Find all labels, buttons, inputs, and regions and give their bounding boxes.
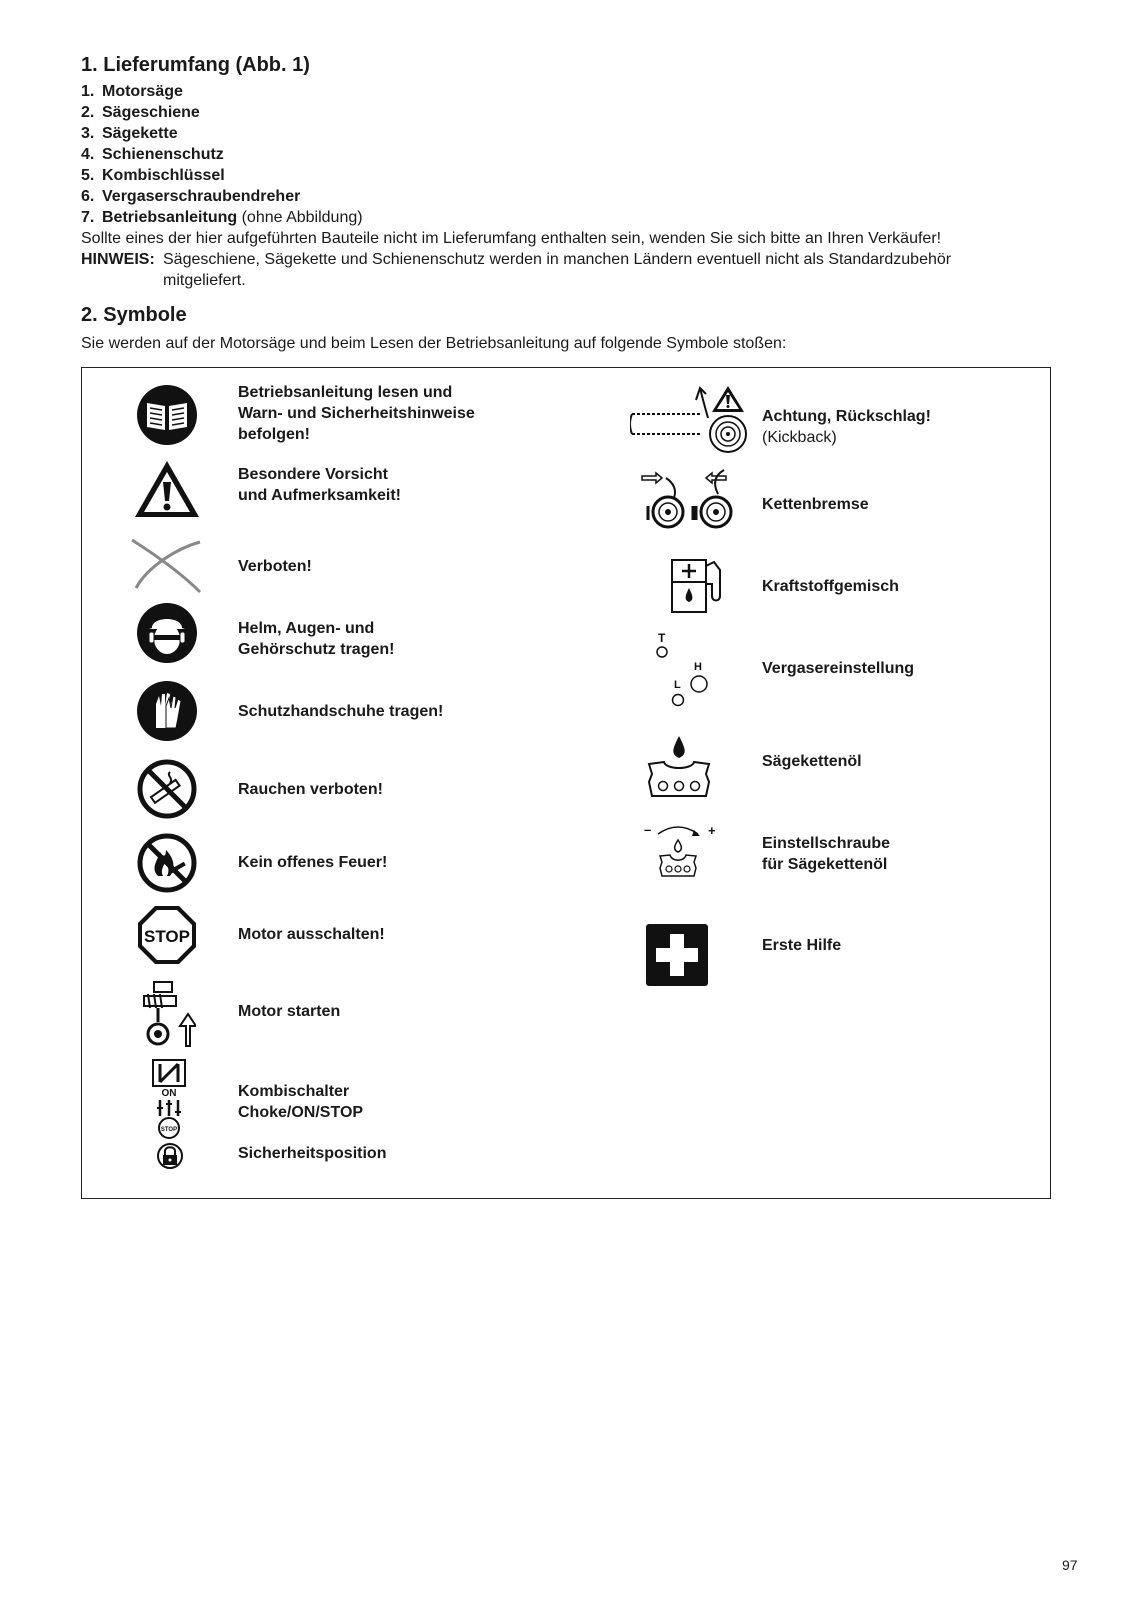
stop-sign-icon — [136, 904, 198, 966]
symbol-label: Schutzhandschuhe tragen! — [238, 703, 444, 720]
svg-text:STOP: STOP — [144, 927, 190, 946]
head-protection-icon — [136, 602, 198, 664]
list-item: 7. Betriebsanleitung (ohne Abbildung) — [81, 209, 363, 226]
fuel-mix-icon — [668, 556, 728, 614]
symbol-label: Betriebsanleitung lesen und Warn- und Sicherheitshinweise befolgen! — [238, 384, 475, 443]
symbol-label: Helm, Augen- und Gehörschutz tragen! — [238, 620, 395, 658]
list-item: 1. Motorsäge — [81, 83, 183, 100]
svg-text:ON: ON — [161, 1088, 177, 1099]
warning-triangle-icon — [132, 458, 202, 520]
symbol-label: Erste Hilfe — [762, 937, 842, 954]
symbol-label: Besondere Vorsicht und Aufmerksamkeit! — [238, 466, 401, 504]
symbol-label: Sicherheitsposition — [238, 1145, 387, 1162]
section2-intro: Sie werden auf der Motorsäge und beim Lesen der Betriebsanleitung auf folgende Symbole stoßen: — [81, 335, 787, 352]
list-item: 6. Vergaserschraubendreher — [81, 188, 301, 205]
book-icon — [136, 384, 198, 446]
combi-switch-icon — [150, 1058, 188, 1140]
no-smoking-icon — [136, 758, 198, 820]
start-motor-icon — [140, 980, 196, 1048]
symbol-label: Verboten! — [238, 558, 312, 575]
list-item: 4. Schienenschutz — [81, 146, 224, 163]
gloves-icon — [136, 680, 198, 742]
oil-adjust-icon — [642, 822, 720, 882]
delivery-list — [81, 81, 363, 228]
chain-oil-icon — [646, 734, 712, 802]
symbol-label: Kombischalter Choke/ON/STOP — [238, 1083, 364, 1121]
symbols-table — [81, 367, 1051, 1199]
cross-icon — [130, 536, 204, 596]
symbol-label: Kettenbremse — [762, 496, 869, 513]
carburetor-icon — [654, 630, 714, 710]
list-item: 5. Kombischlüssel — [81, 167, 225, 184]
hint-note — [81, 249, 1023, 291]
symbol-label: Rauchen verboten! — [238, 781, 383, 798]
svg-text:L: L — [674, 679, 681, 691]
page-number: 97 — [1062, 1557, 1078, 1573]
svg-text:+: + — [708, 823, 716, 838]
notice-text: Sollte eines der hier aufgeführten Bauteile nicht im Lieferumfang enthalten sein, wenden Sie sich bitte an Ihren Verkäufer! — [81, 230, 942, 247]
hint-text: Sägeschiene, Sägekette und Schienenschutz werden in manchen Ländern eventuell nicht als Standardzubehör mitgeliefert. — [163, 251, 952, 289]
list-item: 2. Sägeschiene — [81, 104, 200, 121]
no-fire-icon — [136, 832, 198, 894]
svg-text:T: T — [658, 631, 666, 645]
chain-brake-icon — [638, 468, 744, 530]
symbol-label: Achtung, Rückschlag! (Kickback) — [762, 408, 931, 446]
svg-text:H: H — [694, 661, 702, 673]
lock-icon — [156, 1142, 184, 1170]
first-aid-icon — [646, 924, 708, 986]
svg-text:–: – — [644, 822, 652, 837]
symbol-label: Motor starten — [238, 1003, 341, 1020]
kickback-icon — [630, 384, 750, 454]
svg-text:STOP: STOP — [160, 1127, 178, 1133]
section1-title: 1. Lieferumfang (Abb. 1) — [81, 54, 310, 76]
section2-title: 2. Symbole — [81, 304, 187, 326]
symbol-label: Kein offenes Feuer! — [238, 854, 388, 871]
symbol-label: Vergasereinstellung — [762, 660, 915, 677]
symbol-label: Sägekettenöl — [762, 753, 862, 770]
symbol-label: Einstellschraube für Sägekettenöl — [762, 835, 891, 873]
symbol-label: Motor ausschalten! — [238, 926, 385, 943]
hint-label: HINWEIS: — [81, 251, 155, 268]
symbol-label: Kraftstoffgemisch — [762, 578, 899, 595]
list-item: 3. Sägekette — [81, 125, 178, 142]
